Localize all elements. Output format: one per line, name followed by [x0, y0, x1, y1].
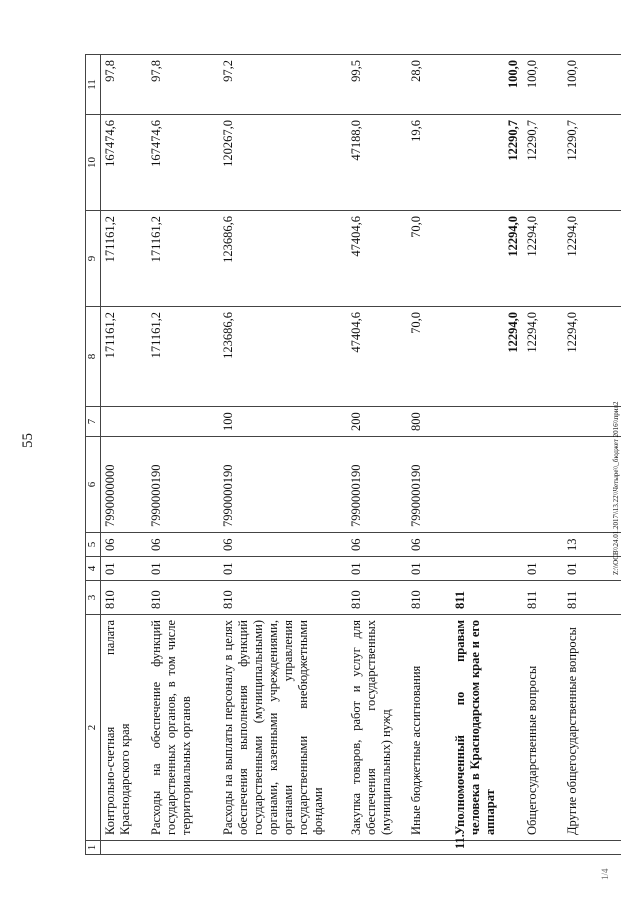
row-name: Общегосударственные вопросы: [523, 615, 563, 841]
cell-csr: 7990000190: [219, 437, 347, 533]
row-name: Контрольно-счетная палата Краснодарского края: [101, 615, 147, 841]
cell-approved: 171161,2: [147, 307, 219, 407]
cell-percent: 99,5: [347, 55, 407, 115]
row-number: [523, 841, 563, 855]
cell-actual: 120267,0: [219, 115, 347, 211]
cell-rz: 01: [347, 557, 407, 581]
table-row: [347, 55, 407, 855]
cell-ved: 810: [407, 581, 451, 615]
cell-approved: 47404,6: [347, 307, 407, 407]
table-row: [147, 55, 219, 855]
cell-plan: 123686,6: [219, 211, 347, 307]
table-row: [407, 55, 451, 855]
cell-ved: 810: [147, 581, 219, 615]
col-header: 11: [86, 55, 101, 115]
row-number: 11.: [451, 841, 523, 855]
cell-approved: 70,0: [407, 307, 451, 407]
col-header: 1: [86, 841, 101, 855]
cell-pr: 06: [407, 533, 451, 557]
corner-mark: 1/4: [600, 868, 610, 880]
cell-pr: 06: [219, 533, 347, 557]
cell-pr: 06: [347, 533, 407, 557]
cell-rz: 01: [101, 557, 147, 581]
row-number: [347, 841, 407, 855]
row-name: Уполномоченный по правам человека в Краснодарском крае и его аппарат: [451, 615, 523, 841]
page-number: 55: [20, 433, 36, 448]
cell-ved: 811: [563, 581, 621, 615]
cell-actual: 12290,7: [523, 115, 563, 211]
cell-ved: 811: [451, 581, 523, 615]
cell-csr: 7990000190: [347, 437, 407, 533]
col-header: 3: [86, 581, 101, 615]
cell-rz: 01: [523, 557, 563, 581]
row-name: Иные бюджетные ассигнования: [407, 615, 451, 841]
table-row: [219, 55, 347, 855]
cell-approved: 12294,0: [563, 307, 621, 407]
cell-actual: 12290,7: [451, 115, 523, 211]
row-number: [407, 841, 451, 855]
row-number: [147, 841, 219, 855]
table-row: [101, 55, 147, 855]
table-row: [523, 55, 563, 855]
rotated-table-region: [85, 55, 640, 855]
cell-plan: 12294,0: [451, 211, 523, 307]
cell-pr: 13: [563, 533, 621, 557]
cell-rz: 01: [407, 557, 451, 581]
cell-plan: 171161,2: [101, 211, 147, 307]
cell-percent: 97,2: [219, 55, 347, 115]
cell-pr: 06: [147, 533, 219, 557]
cell-rz: 01: [219, 557, 347, 581]
row-name: Расходы на выплаты персоналу в целях обеспечения выполнения функций государственными (муниципальными) органами, казенными учреждениями, органами управления государственными внебюджетными фондами: [219, 615, 347, 841]
cell-pr: [523, 533, 563, 557]
cell-percent: 100,0: [523, 55, 563, 115]
cell-percent: 97,8: [147, 55, 219, 115]
cell-plan: 47404,6: [347, 211, 407, 307]
cell-percent: 100,0: [563, 55, 621, 115]
cell-vr: [451, 407, 523, 437]
col-header: 7: [86, 407, 101, 437]
row-number: [563, 841, 621, 855]
cell-vr: [523, 407, 563, 437]
col-header: 6: [86, 437, 101, 533]
cell-percent: 97,8: [101, 55, 147, 115]
col-header: 9: [86, 211, 101, 307]
cell-vr: 800: [407, 407, 451, 437]
col-header: 2: [86, 615, 101, 841]
cell-csr: [451, 437, 523, 533]
cell-percent: 100,0: [451, 55, 523, 115]
cell-actual: 19,6: [407, 115, 451, 211]
cell-approved: 12294,0: [523, 307, 563, 407]
cell-actual: 47188,0: [347, 115, 407, 211]
col-header: 8: [86, 307, 101, 407]
cell-plan: 171161,2: [147, 211, 219, 307]
cell-ved: 811: [523, 581, 563, 615]
row-name: Другие общегосударственные вопросы: [563, 615, 621, 841]
cell-csr: 7990000190: [147, 437, 219, 533]
cell-plan: 12294,0: [523, 211, 563, 307]
cell-csr: 7990000000: [101, 437, 147, 533]
footer-file-path: Z:\\ОСВ\\24.01.2017\\13.22\\Четыре\\_бюджет 2016\\прил2: [612, 401, 620, 575]
col-header: 5: [86, 533, 101, 557]
col-header: 4: [86, 557, 101, 581]
cell-csr: 7990000190: [407, 437, 451, 533]
cell-approved: 12294,0: [451, 307, 523, 407]
cell-actual: 12290,7: [563, 115, 621, 211]
cell-rz: [451, 557, 523, 581]
cell-actual: 167474,6: [147, 115, 219, 211]
cell-vr: 200: [347, 407, 407, 437]
cell-pr: [451, 533, 523, 557]
col-header: 10: [86, 115, 101, 211]
cell-vr: [147, 407, 219, 437]
cell-ved: 810: [219, 581, 347, 615]
row-name: Расходы на обеспечение функций государственных органов, в том числе территориальных органов: [147, 615, 219, 841]
budget-table: [85, 54, 621, 855]
table-row: [451, 55, 523, 855]
cell-rz: 01: [563, 557, 621, 581]
cell-vr: [101, 407, 147, 437]
row-number: [219, 841, 347, 855]
cell-actual: 167474,6: [101, 115, 147, 211]
cell-percent: 28,0: [407, 55, 451, 115]
cell-approved: 171161,2: [101, 307, 147, 407]
cell-rz: 01: [147, 557, 219, 581]
cell-csr: [523, 437, 563, 533]
cell-ved: 810: [347, 581, 407, 615]
cell-vr: 100: [219, 407, 347, 437]
cell-approved: 123686,6: [219, 307, 347, 407]
cell-pr: 06: [101, 533, 147, 557]
header-row: [86, 55, 101, 855]
cell-ved: 810: [101, 581, 147, 615]
row-name: Закупка товаров, работ и услуг для обеспечения государственных (муниципальных) нужд: [347, 615, 407, 841]
cell-plan: 70,0: [407, 211, 451, 307]
cell-plan: 12294,0: [563, 211, 621, 307]
row-number: [101, 841, 147, 855]
